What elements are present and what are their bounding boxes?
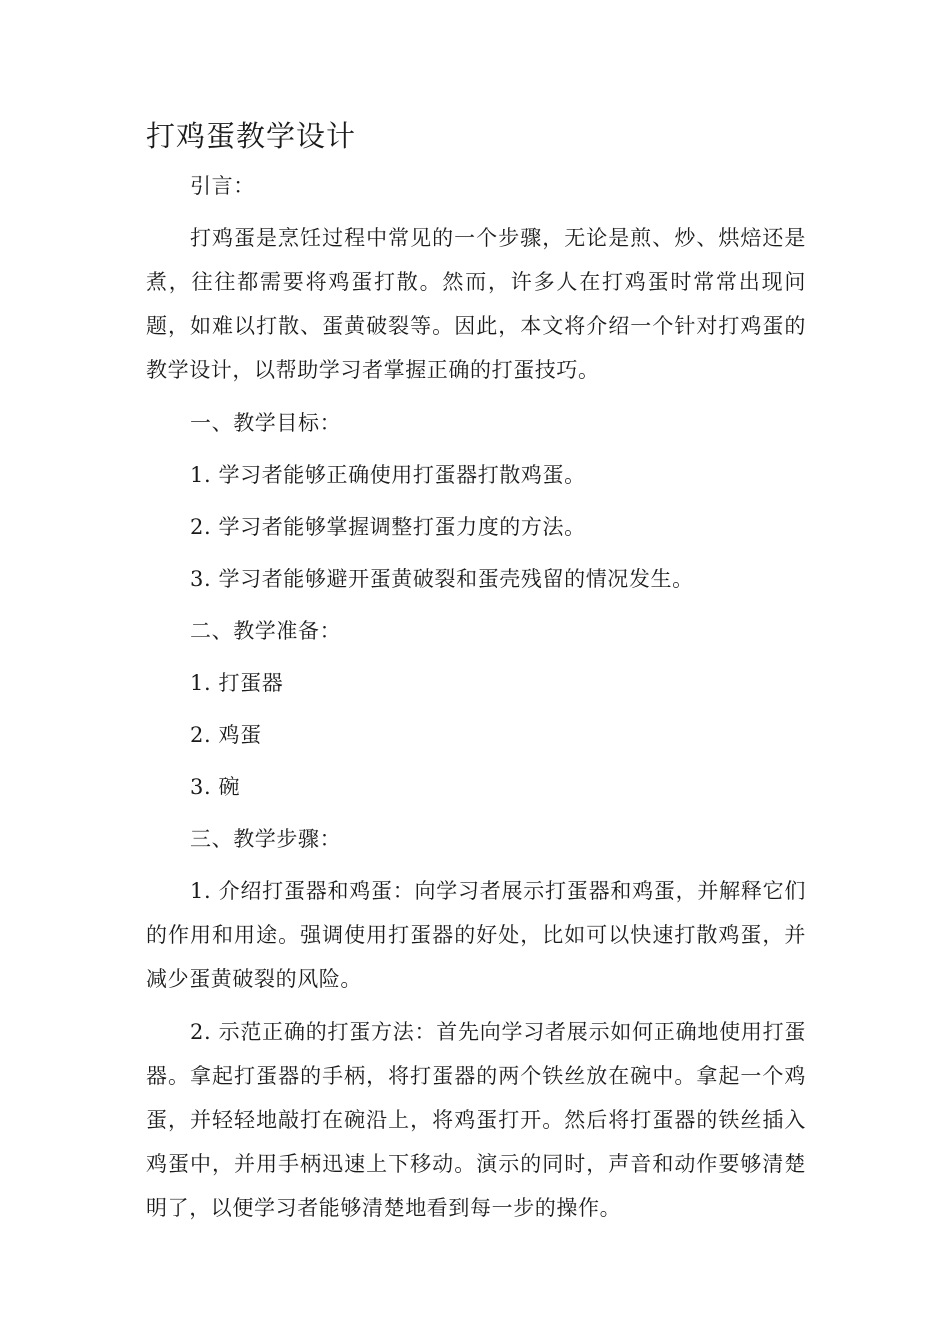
- section-2-heading: 二、教学准备：: [190, 619, 342, 643]
- document-title: 打鸡蛋教学设计: [146, 119, 357, 153]
- section-1-item: 3. 学习者能够避开蛋黄破裂和蛋壳残留的情况发生。: [190, 567, 694, 591]
- section-2-item: 1. 打蛋器: [190, 671, 284, 695]
- section-2-item: 2. 鸡蛋: [190, 723, 262, 747]
- section-1-item: 1. 学习者能够正确使用打蛋器打散鸡蛋。: [190, 463, 586, 487]
- intro-paragraph: 打鸡蛋是烹饪过程中常见的一个步骤，无论是煎、炒、烘焙还是煮，往往都需要将鸡蛋打散。然而，许多人在打鸡蛋时常常出现问题，如难以打散、蛋黄破裂等。因此，本文将介绍一个针对打鸡蛋的教学设计，以帮助学习者掌握正确的打蛋技巧。: [146, 226, 806, 382]
- section-2-item: 3. 碗: [190, 775, 241, 799]
- section-3-heading: 三、教学步骤：: [190, 827, 342, 851]
- document-page: [146, 112, 806, 1239]
- section-1-heading: 一、教学目标：: [190, 411, 342, 435]
- intro-heading: 引言：: [190, 174, 255, 198]
- section-1-item: 2. 学习者能够掌握调整打蛋力度的方法。: [190, 515, 586, 539]
- section-3-item: 2. 示范正确的打蛋方法：首先向学习者展示如何正确地使用打蛋器。拿起打蛋器的手柄，将打蛋器的两个铁丝放在碗中。拿起一个鸡蛋，并轻轻地敲打在碗沿上，将鸡蛋打开。然后将打蛋器的铁丝插入鸡蛋中，并用手柄迅速上下移动。演示的同时，声音和动作要够清楚明了，以便学习者能够清楚地看到每一步的操作。: [146, 1020, 806, 1220]
- section-3-item: 1. 介绍打蛋器和鸡蛋：向学习者展示打蛋器和鸡蛋，并解释它们的作用和用途。强调使用打蛋器的好处，比如可以快速打散鸡蛋，并减少蛋黄破裂的风险。: [146, 879, 806, 991]
